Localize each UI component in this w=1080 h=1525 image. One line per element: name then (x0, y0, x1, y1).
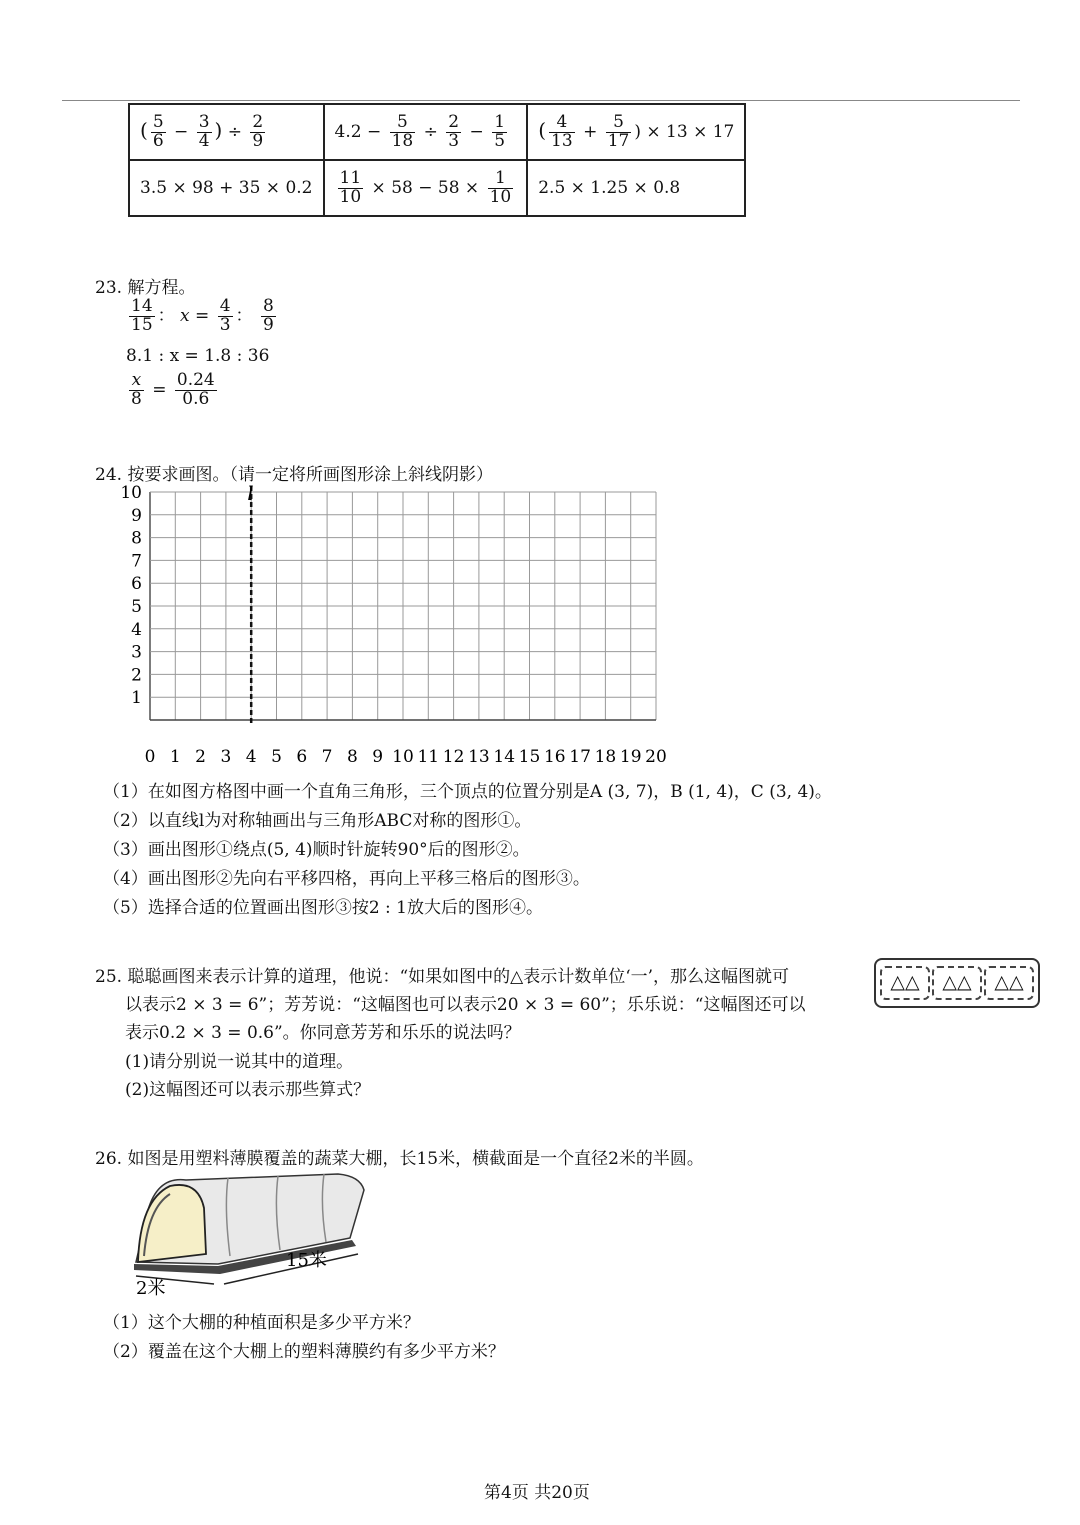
grid-lines (150, 492, 656, 720)
x-tick-label: 7 (321, 747, 333, 767)
q25-line: 25. 聪聪画图来表示计算的道理，他说：“如果如图中的△表示计数单位‘一’，那么这幅图就可 (95, 967, 790, 987)
length-label: 15米 (286, 1250, 327, 1271)
x-tick-label: 4 (245, 747, 257, 767)
x-axis-labels (145, 747, 667, 767)
table-cell: 2.5 × 1.25 × 0.8 (527, 160, 745, 216)
table-row (129, 104, 745, 160)
q24-item: （1）在如图方格图中画一个直角三角形，三个顶点的位置分别是A (3, 7)，B (1, 4)，C (3, 4)。 (103, 782, 832, 802)
q23-eq2: 8.1 : x = 1.8 : 36 (126, 346, 270, 366)
page-footer: 第4页 共20页 (484, 1483, 590, 1503)
x-tick-label: 2 (195, 747, 207, 767)
y-tick-label: 9 (131, 505, 142, 526)
x-tick-label: 19 (619, 747, 642, 767)
table-cell: ( $\frac{5}{6}$ − $\frac{3}{4}$ ) ÷ $\frac{2}{9}$ (129, 104, 324, 160)
y-tick-label: 1 (131, 688, 142, 709)
table-cell: $\frac{11}{10}$ × 58 − 58 × $\frac{1}{10}$ (324, 160, 528, 216)
y-tick-label: 7 (131, 551, 142, 572)
q26-item: （2）覆盖在这个大棚上的塑料薄膜约有多少平方米？ (103, 1342, 505, 1362)
calc-table (128, 103, 746, 217)
q24-item: （5）选择合适的位置画出图形③按2 : 1放大后的图形④。 (103, 898, 543, 918)
q24-item: （3）画出图形①绕点(5, 4)顺时针旋转90°后的图形②。 (103, 840, 530, 860)
q23-title: 23. 解方程。 (95, 278, 196, 298)
x-tick-label: 13 (468, 747, 490, 767)
x-tick-label: 8 (346, 747, 358, 767)
q25-line: 表示0.2 × 3 = 0.6”。你同意芳芳和乐乐的说法吗？ (125, 1023, 521, 1043)
q24-item: （4）画出图形②先向右平移四格，再向上平移三格后的图形③。 (103, 869, 590, 889)
x-tick-label: 5 (271, 747, 282, 767)
y-axis-labels (120, 483, 142, 708)
q23-eq3: $\frac{x}{8}$ = $\frac{0.24}{0.6}$ (131, 370, 215, 409)
x-tick-label: 16 (543, 747, 566, 767)
q23-eq1: $\frac{14}{15}$ ： x = $\frac{4}{3}$ ： $\frac{8}{9}$ (131, 296, 274, 335)
triangle-group: △△ (880, 966, 930, 1000)
x-tick-label: 0 (144, 747, 156, 767)
q25-line: (1)请分别说一说其中的道理。 (125, 1052, 354, 1072)
width-label: 2米 (136, 1278, 166, 1298)
q26-title: 26. 如图是用塑料薄膜覆盖的蔬菜大棚，长15米，横截面是一个直径2米的半圆。 (95, 1149, 704, 1169)
table-cell: 3.5 × 98 + 35 × 0.2 (129, 160, 324, 216)
x-tick-label: 3 (220, 747, 232, 767)
y-tick-label: 4 (131, 619, 142, 640)
x-tick-label: 9 (372, 747, 384, 767)
table-cell: 4.2 − $\frac{5}{18}$ ÷ $\frac{2}{3}$ − $\frac{1}{5}$ (324, 104, 528, 160)
x-tick-label: 18 (594, 747, 617, 767)
q24-item: （2）以直线l为对称轴画出与三角形ABC对称的图形①。 (103, 811, 532, 831)
x-tick-label: 1 (169, 747, 181, 767)
y-tick-label: 8 (131, 528, 142, 549)
x-tick-label: 10 (392, 747, 414, 767)
symmetry-axis-label: l (247, 481, 254, 505)
header-rule (62, 100, 1020, 101)
table-cell: ( $\frac{4}{13}$ + $\frac{5}{17}$ ) × 13 × 17 (527, 104, 745, 160)
q26-item: （1）这个大棚的种植面积是多少平方米？ (103, 1313, 420, 1333)
y-tick-label: 10 (120, 483, 142, 503)
x-tick-label: 6 (296, 747, 308, 767)
x-tick-label: 14 (493, 747, 516, 767)
x-tick-label: 20 (645, 747, 667, 767)
triangle-diagram (874, 958, 1040, 1008)
y-tick-label: 5 (131, 597, 142, 617)
x-tick-label: 12 (442, 747, 465, 767)
q25-line: (2)这幅图还可以表示那些算式？ (125, 1080, 371, 1100)
q24-title: 24. 按要求画图。（请一定将所画图形涂上斜线阴影） (95, 465, 493, 485)
y-tick-label: 3 (131, 642, 142, 663)
triangle-group: △△ (932, 966, 982, 1000)
triangle-group: △△ (984, 966, 1034, 1000)
greenhouse-illustration (128, 1168, 378, 1298)
coordinate-grid (110, 478, 670, 770)
table-row (129, 160, 745, 216)
x-tick-label: 11 (417, 747, 440, 767)
q25-line: 以表示2 × 3 = 6”；芳芳说：“这幅图也可以表示20 × 3 = 60”；乐乐说：“这幅图还可以 (125, 995, 806, 1015)
x-tick-label: 15 (518, 747, 541, 767)
y-tick-label: 6 (131, 574, 142, 595)
x-tick-label: 17 (569, 747, 591, 767)
y-tick-label: 2 (131, 665, 142, 686)
